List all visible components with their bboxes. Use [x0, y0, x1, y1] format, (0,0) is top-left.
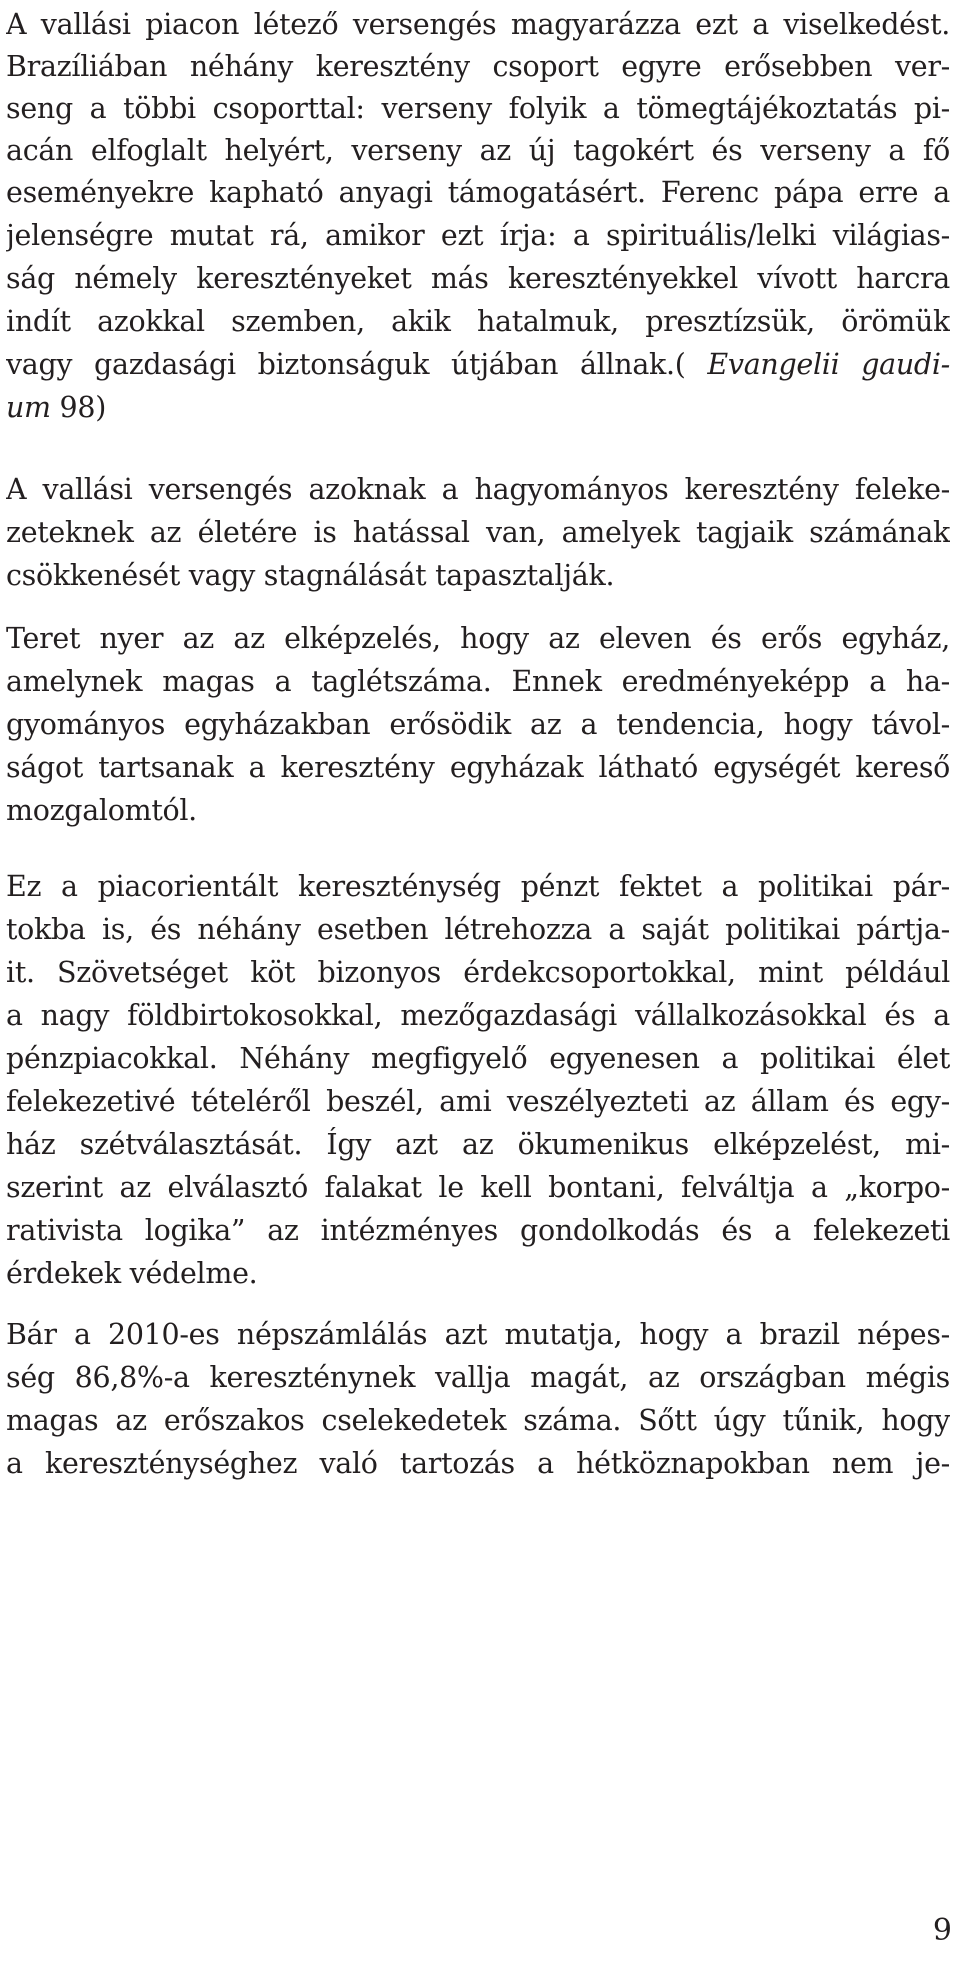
text-line: szerint az elválasztó falakat le kell bontani, felváltja a „korpo-: [6, 1171, 950, 1204]
line-text: vagy gazdasági biztonságuk útjában állnak.( Evangelii gaudi-: [6, 348, 950, 381]
text-line: seng a többi csoporttal: verseny folyik a tömegtájékoztatás pi-: [6, 92, 950, 125]
text-line: pénzpiacokkal. Néhány megfigyelő egyenesen a politikai élet: [6, 1042, 950, 1075]
page-number: 9: [932, 1913, 952, 1948]
text-line: magas az erőszakos cselekedetek száma. Sőtt úgy tűnik, hogy: [6, 1404, 950, 1437]
text-line: gyományos egyházakban erősödik az a tendencia, hogy távol-: [6, 708, 950, 741]
text-line: mozgalomtól.: [6, 794, 197, 827]
text-line: it. Szövetséget köt bizonyos érdekcsoportokkal, mint például: [6, 956, 950, 989]
italic-title: Evangelii gaudi-: [707, 348, 950, 381]
text-line: Bár a 2010-es népszámlálás azt mutatja, hogy a brazil népes-: [6, 1318, 950, 1351]
text-line: ség 86,8%-a kereszténynek vallja magát, az országban mégis: [6, 1361, 950, 1394]
text-line: Ez a piacorientált kereszténység pénzt fektet a politikai pár-: [6, 870, 950, 903]
text-line: Teret nyer az az elképzelés, hogy az eleven és erős egyház,: [6, 622, 950, 655]
text-line: rativista logika” az intézményes gondolkodás és a felekezeti: [6, 1214, 950, 1247]
text-line: ház szétválasztását. Így azt az ökumenikus elképzelést, mi-: [6, 1128, 950, 1161]
text-line: ságot tartsanak a keresztény egyházak látható egységét kereső: [6, 751, 950, 784]
text-line: érdekek védelme.: [6, 1257, 258, 1290]
text-line: jelenségre mutat rá, amikor ezt írja: a spirituális/lelki világias-: [6, 219, 950, 252]
text-line: a kereszténységhez való tartozás a hétköznapokban nem je-: [6, 1447, 950, 1480]
text-line: indít azokkal szemben, akik hatalmuk, presztízsük, örömük: [6, 305, 950, 338]
text-line: tokba is, és néhány esetben létrehozza a saját politikai pártja-: [6, 913, 950, 946]
text-line: A vallási versengés azoknak a hagyományos keresztény feleke-: [6, 473, 950, 506]
text-line: zeteknek az életére is hatással van, amelyek tagjaik számának: [6, 516, 950, 549]
text-line: felekezetivé tételéről beszél, ami veszélyezteti az állam és egy-: [6, 1085, 950, 1118]
italic-title: um: [6, 391, 51, 424]
text-line: eseményekre kapható anyagi támogatásért. Ferenc pápa erre a: [6, 176, 950, 209]
text-line: A vallási piacon létező versengés magyarázza ezt a viselkedést.: [6, 8, 950, 41]
text-line: acán elfoglalt helyért, verseny az új tagokért és verseny a fő: [6, 134, 950, 167]
text-line: ság némely keresztényeket más keresztényekkel vívott harcra: [6, 262, 950, 295]
text-line: Brazíliában néhány keresztény csoport egyre erősebben ver-: [6, 50, 950, 83]
text-line: um 98): [6, 391, 107, 424]
text-line: a nagy földbirtokosokkal, mezőgazdasági vállalkozásokkal és a: [6, 999, 950, 1032]
text-line: csökkenését vagy stagnálását tapasztalják.: [6, 559, 615, 592]
text-line: amelynek magas a taglétszáma. Ennek eredményeképp a ha-: [6, 665, 950, 698]
